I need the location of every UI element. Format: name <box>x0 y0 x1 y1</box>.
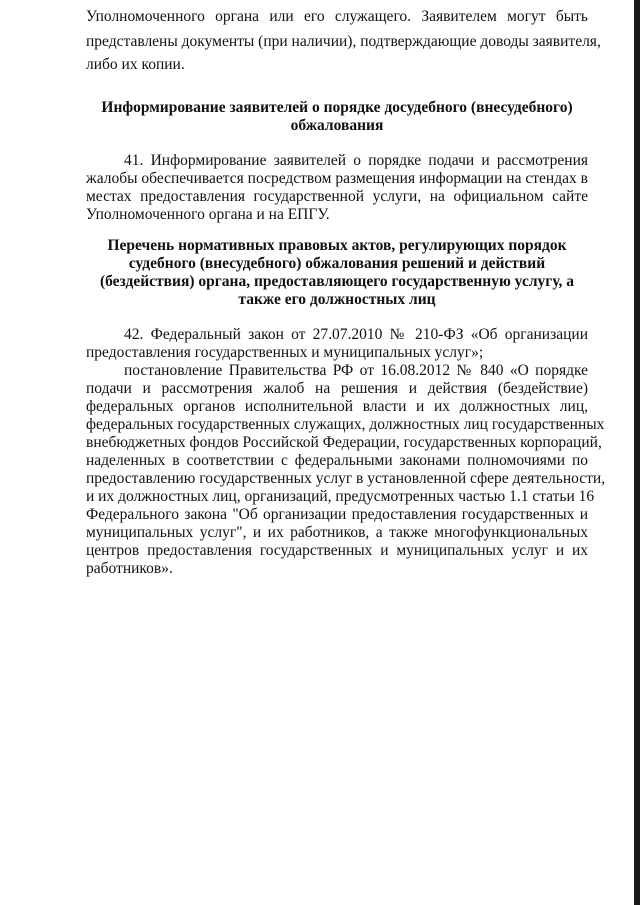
section-heading-acts: Перечень нормативных правовых актов, регулирующих порядок <box>107 237 567 254</box>
paragraph-41-line: жалобы обеспечивается посредством размещения информации на стендах в <box>86 170 588 187</box>
decree-line: подачи и рассмотрения жалоб на решения и действия (бездействие) <box>86 380 588 397</box>
paragraph-41-line: Уполномоченного органа и на ЕПГУ. <box>86 206 330 223</box>
intro-line: Уполномоченного органа или его служащего. Заявителем могут быть <box>86 8 588 25</box>
paragraph-42-line: 42. Федеральный закон от 27.07.2010 № 210-ФЗ «Об организации <box>124 326 588 343</box>
decree-line: федеральных государственных служащих, должностных лиц государственных <box>86 416 605 433</box>
decree-line: и их должностных лиц, организаций, предусмотренных частью 1.1 статьи 16 <box>86 488 595 505</box>
decree-line: работников». <box>86 560 173 577</box>
decree-line: муниципальных услуг", и их работников, а также многофункциональных <box>86 524 588 541</box>
decree-line: федеральных органов исполнительной власти и их должностных лиц, <box>86 398 588 415</box>
paragraph-41-line: местах предоставления государственной услуги, на официальном сайте <box>86 188 588 205</box>
scan-edge <box>634 0 640 905</box>
intro-line: представлены документы (при наличии), подтверждающие доводы заявителя, <box>86 33 601 50</box>
decree-line: наделенных в соответствии с федеральными законами полномочиями по <box>86 452 588 469</box>
paragraph-42-line: предоставления государственных и муниципальных услуг»; <box>86 344 484 361</box>
intro-line: либо их копии. <box>86 56 185 73</box>
section-heading-acts: (бездействия) органа, предоставляющего государственную услугу, а <box>99 273 575 290</box>
section-heading-acts: также его должностных лиц <box>238 291 436 308</box>
decree-line: постановление Правительства РФ от 16.08.2012 № 840 «О порядке <box>124 362 588 379</box>
decree-line: Федерального закона "Об организации предоставления государственных и <box>86 506 588 523</box>
section-heading-informing: Информирование заявителей о порядке досудебного (внесудебного) <box>101 99 573 116</box>
decree-line: внебюджетных фондов Российской Федерации, государственных корпораций, <box>86 434 602 451</box>
decree-line: центров предоставления государственных и муниципальных услуг и их <box>86 542 588 559</box>
decree-line: предоставлению государственных услуг в установленной сфере деятельности, <box>86 470 606 487</box>
section-heading-informing: обжалования <box>290 117 384 134</box>
section-heading-acts: судебного (внесудебного) обжалования решений и действий <box>128 255 546 272</box>
paragraph-41-line: 41. Информирование заявителей о порядке подачи и рассмотрения <box>124 152 588 169</box>
